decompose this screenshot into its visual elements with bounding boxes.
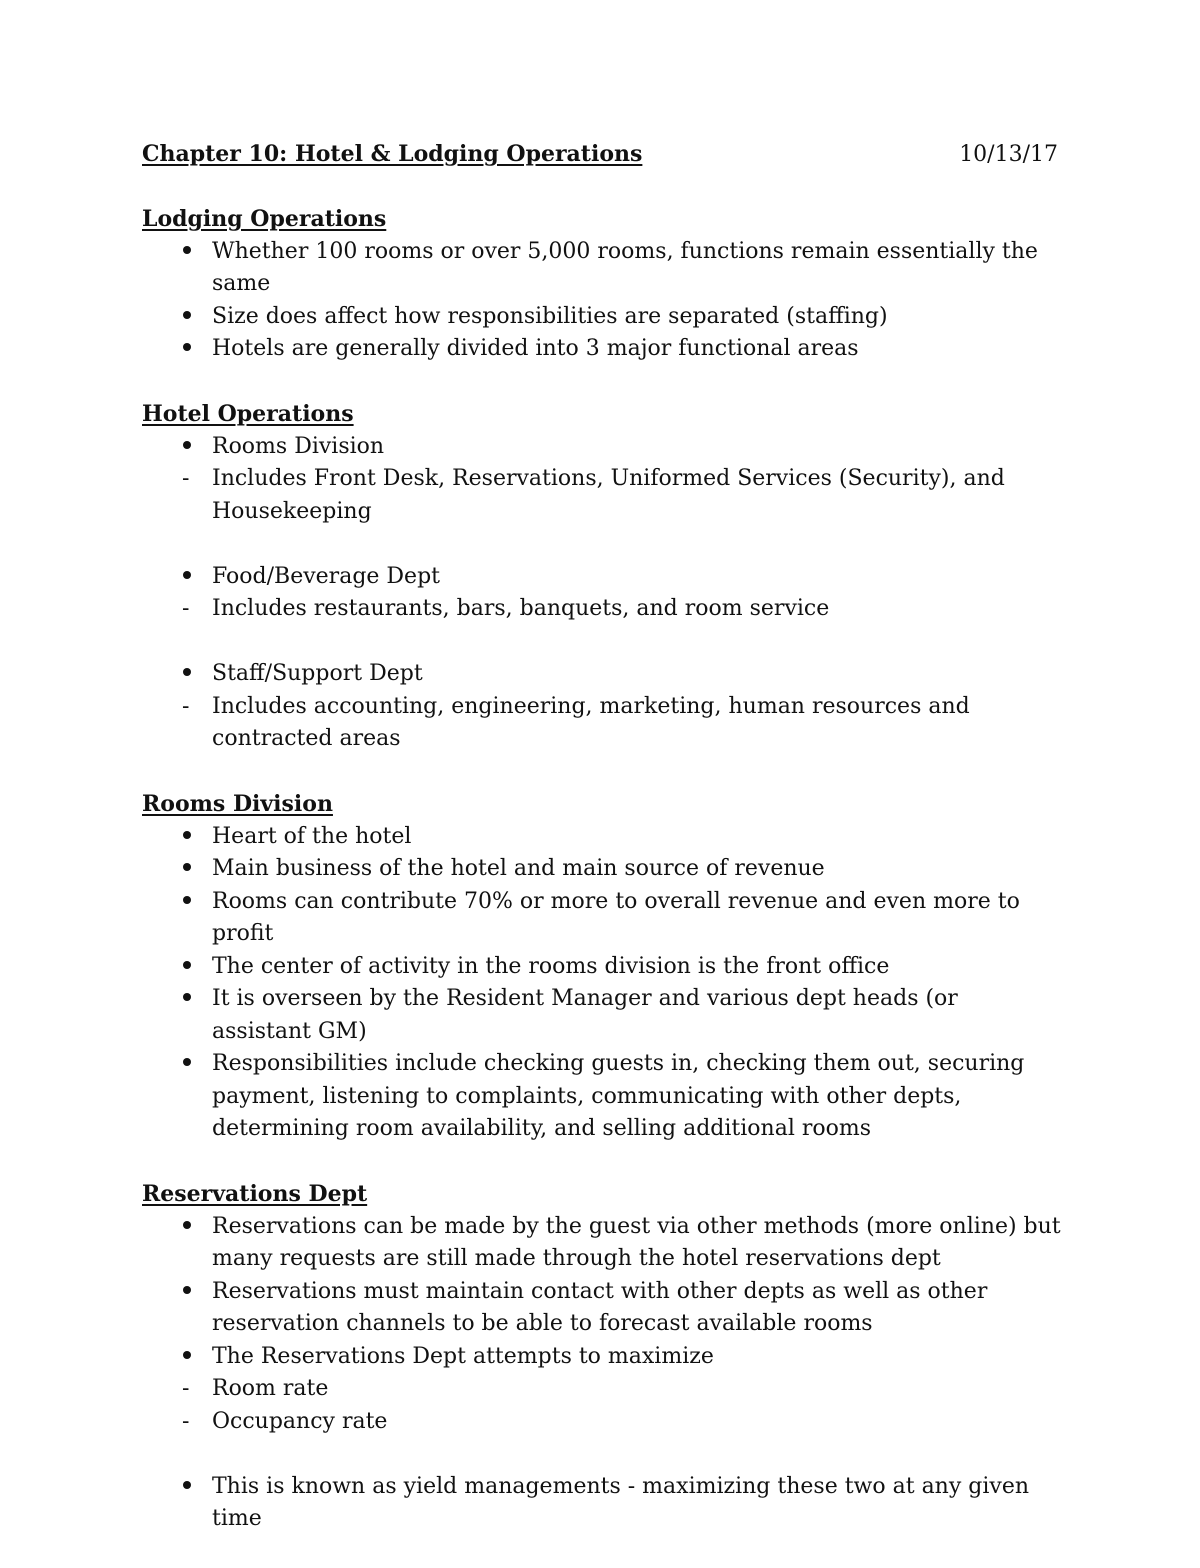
item-text: Includes accounting, engineering, marketing, human resources and contracted areas	[212, 693, 970, 751]
bullet-icon	[177, 333, 197, 366]
bullet-icon	[177, 853, 197, 886]
document-page	[142, 138, 1062, 1568]
section-heading: Hotel Operations	[142, 401, 354, 427]
bullet-icon	[177, 658, 197, 691]
item-text: Size does affect how responsibilities are separated (staffing)	[212, 303, 888, 329]
bullet-item	[142, 431, 1062, 464]
page-title: Chapter 10: Hotel & Lodging Operations	[142, 141, 643, 167]
bullet-item	[142, 951, 1062, 984]
item-text: Hotels are generally divided into 3 major functional areas	[212, 336, 859, 361]
bullet-item	[142, 1341, 1062, 1374]
bullet-icon	[177, 1341, 197, 1374]
dash-item	[142, 593, 1062, 626]
section-heading: Rooms Division	[142, 791, 333, 817]
dash-item	[142, 463, 1062, 528]
item-text: This is known as yield managements - maximizing these two at any given time	[212, 1473, 1030, 1531]
bullet-item	[142, 886, 1062, 951]
dash-icon: -	[182, 596, 190, 621]
bullet-item	[142, 1276, 1062, 1341]
bullet-item	[142, 983, 1062, 1048]
item-text: Staff/Support Dept	[212, 661, 423, 686]
bullet-icon	[177, 301, 197, 334]
bullet-item	[142, 1048, 1062, 1146]
item-text: Heart of the hotel	[212, 823, 412, 849]
blank-line	[142, 528, 1062, 561]
section	[142, 398, 1062, 756]
item-text: Whether 100 rooms or over 5,000 rooms, functions remain essentially the same	[212, 238, 1038, 296]
bullet-icon	[177, 983, 197, 1016]
dash-icon: -	[182, 693, 190, 719]
bullet-item	[142, 1211, 1062, 1276]
bullet-icon	[177, 561, 197, 594]
bullet-icon	[177, 1211, 197, 1244]
item-text: Includes Front Desk, Reservations, Uniformed Services (Security), and Housekeeping	[212, 466, 1005, 524]
title-row	[142, 138, 1062, 171]
bullet-item	[142, 561, 1062, 594]
bullet-icon	[177, 886, 197, 919]
bullet-icon	[177, 1048, 197, 1081]
dash-icon: -	[182, 1376, 190, 1401]
item-text: Room rate	[212, 1376, 329, 1401]
bullet-item	[142, 236, 1062, 301]
dash-item	[142, 1406, 1062, 1439]
bullet-icon	[177, 1471, 197, 1504]
section	[142, 788, 1062, 1146]
bullet-item	[142, 821, 1062, 854]
page-date: 10/13/17	[959, 142, 1058, 167]
section	[142, 1178, 1062, 1536]
dash-icon: -	[182, 1408, 190, 1434]
bullet-item	[142, 853, 1062, 886]
bullet-icon	[177, 1276, 197, 1309]
bullet-icon	[177, 431, 197, 464]
bullet-item	[142, 1471, 1062, 1536]
item-text: The center of activity in the rooms division is the front office	[212, 953, 890, 979]
item-text: Main business of the hotel and main source of revenue	[212, 856, 825, 881]
item-text: Reservations must maintain contact with other depts as well as other reservation channels to be able to forecast available rooms	[212, 1278, 988, 1336]
section-heading: Lodging Operations	[142, 206, 387, 232]
item-text: Rooms can contribute 70% or more to overall revenue and even more to profit	[212, 888, 1020, 946]
dash-item	[142, 1373, 1062, 1406]
item-text: Food/Beverage Dept	[212, 563, 440, 589]
bullet-item	[142, 658, 1062, 691]
section-heading: Reservations Dept	[142, 1181, 368, 1207]
bullet-item	[142, 333, 1062, 366]
item-text: Includes restaurants, bars, banquets, and room service	[212, 596, 830, 621]
blank-line	[142, 626, 1062, 659]
bullet-icon	[177, 951, 197, 984]
section	[142, 203, 1062, 366]
dash-icon: -	[182, 466, 190, 491]
item-text: Occupancy rate	[212, 1408, 388, 1434]
item-text: Reservations can be made by the guest via other methods (more online) but many requests are still made through the hotel reservations dept	[212, 1213, 1061, 1271]
dash-item	[142, 691, 1062, 756]
item-text: Responsibilities include checking guests in, checking them out, securing payment, listening to complaints, communicating with other depts, determining room availability, and selling additional rooms	[212, 1051, 1025, 1141]
bullet-icon	[177, 236, 197, 269]
bullet-icon	[177, 821, 197, 854]
item-text: The Reservations Dept attempts to maximize	[212, 1343, 714, 1369]
blank-line	[142, 1438, 1062, 1471]
item-text: It is overseen by the Resident Manager and various dept heads (or assistant GM)	[212, 986, 958, 1044]
item-text: Rooms Division	[212, 433, 385, 459]
bullet-item	[142, 301, 1062, 334]
notes-body	[142, 203, 1062, 1536]
